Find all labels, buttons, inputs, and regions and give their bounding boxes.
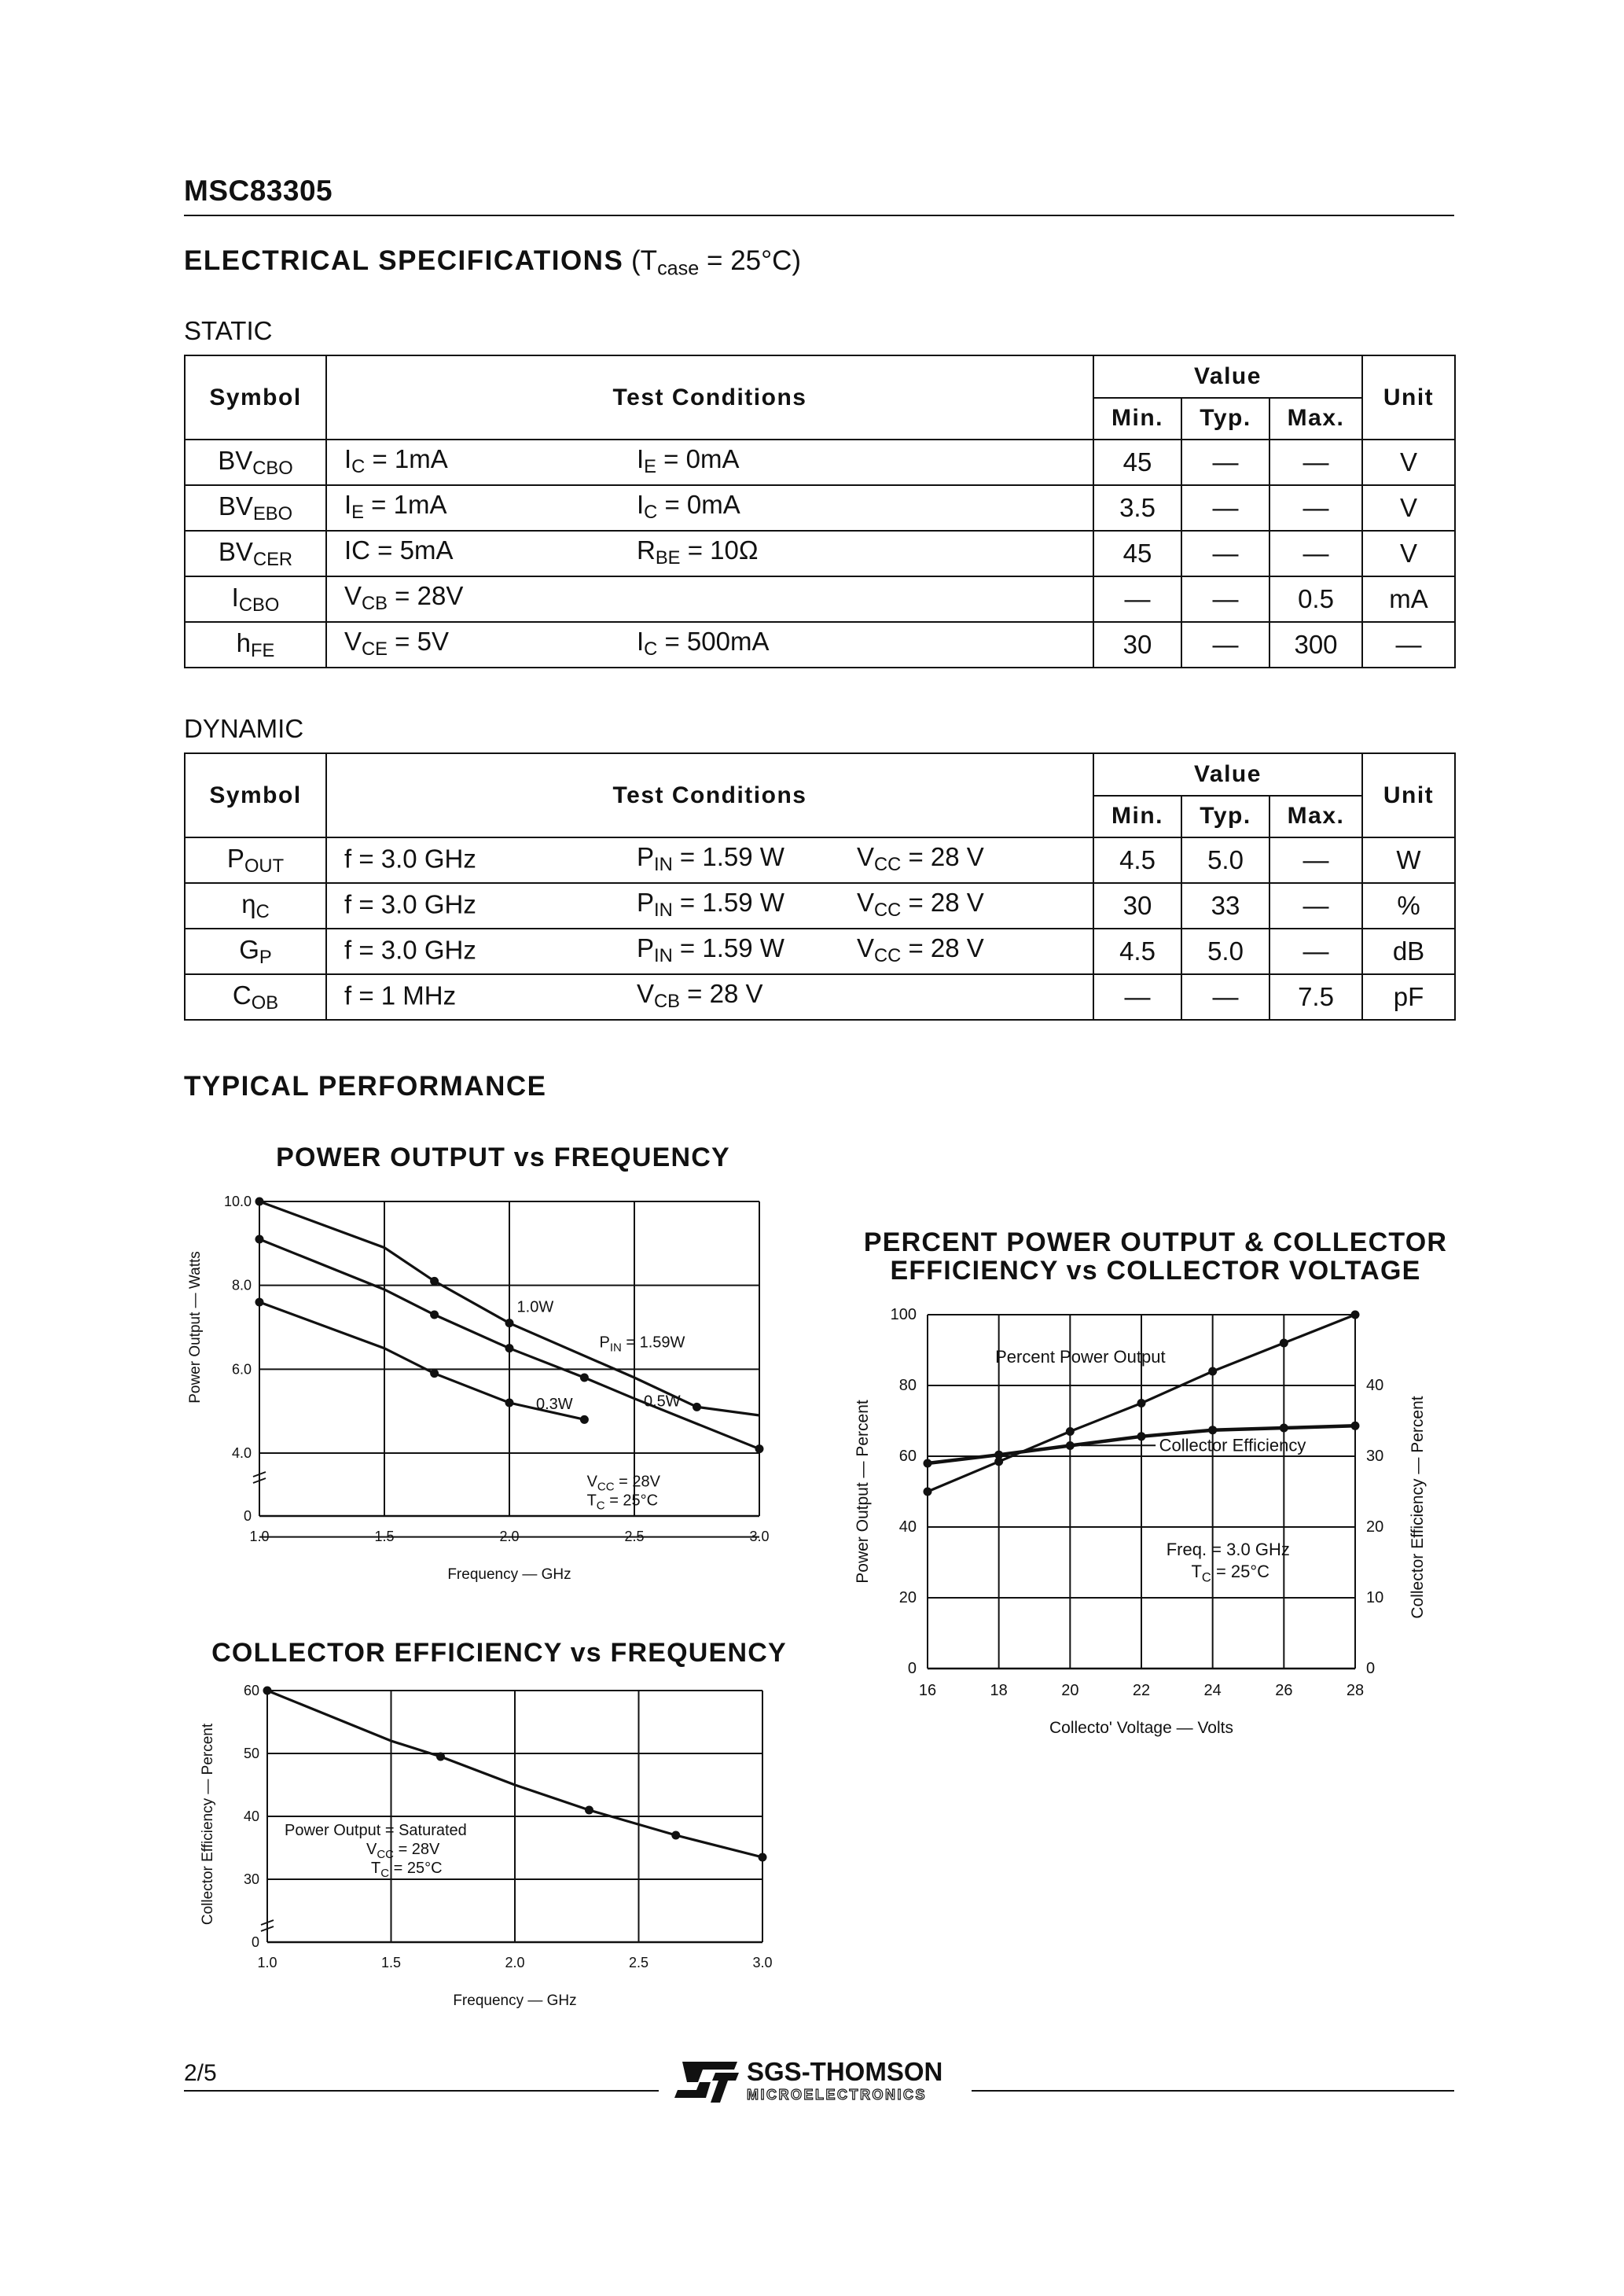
y-tick-label: 40 (243, 1808, 259, 1824)
symbol-cell (185, 974, 326, 1020)
tc-annotation: $T_C = 25^\circ C$ (371, 1860, 443, 1880)
y-left-tick-label: 80 (898, 1377, 917, 1394)
typ-cell: 33 (1181, 883, 1269, 929)
collector-efficiency-point (994, 1451, 1003, 1459)
dynamic-row (185, 837, 1455, 883)
x-axis-label: Frequency — GHz (453, 1992, 577, 2009)
condition-1: f = 1 MHz (344, 981, 457, 1010)
y-right-tick-label: 20 (1366, 1518, 1384, 1536)
y-tick-label: 30 (243, 1871, 259, 1887)
condition-2: $P_{IN} = 1.59$ W (637, 841, 784, 875)
x-tick-label: 2.0 (505, 1955, 525, 1970)
max-cell: 300 (1269, 622, 1362, 668)
x-tick-label: 2.0 (499, 1529, 520, 1544)
x-tick-label: 2.5 (628, 1955, 649, 1970)
header-max: Max. (1269, 398, 1362, 440)
symbol-cell (185, 485, 326, 531)
min-cell: 4.5 (1093, 929, 1181, 974)
symbol-cell (185, 576, 326, 622)
x-tick-label: 3.0 (752, 1955, 773, 1970)
test-conditions-cell (326, 622, 1093, 668)
tc-annotation: $T_C = 25^\circ C$ (586, 1492, 659, 1513)
x-axis-label: Frequency — GHz (447, 1566, 571, 1583)
heading-condition: $(T_{case} = 25^\circ C)$ (631, 245, 802, 280)
y-right-tick-label: 40 (1366, 1377, 1384, 1394)
unit-cell: mA (1362, 576, 1455, 622)
series-05w-point (755, 1444, 764, 1453)
x-tick-label: 24 (1203, 1682, 1222, 1699)
static-row (185, 440, 1455, 485)
dynamic-row (185, 929, 1455, 974)
series-05w-point (580, 1374, 589, 1382)
y-left-tick-label: 100 (890, 1306, 917, 1323)
dynamic-row (185, 883, 1455, 929)
symbol-cell (185, 622, 326, 668)
y-left-tick-label: 40 (898, 1518, 917, 1536)
unit-cell: V (1362, 531, 1455, 576)
typ-cell: 5.0 (1181, 837, 1269, 883)
y-tick-label: 6.0 (231, 1361, 252, 1378)
max-cell: 0.5 (1269, 576, 1362, 622)
condition-2: $V_{CB} = 28$ V (637, 978, 763, 1012)
max-cell: — (1269, 531, 1362, 576)
series-1w-point (505, 1319, 514, 1327)
symbol-cell (185, 837, 326, 883)
y-right-tick-label: 10 (1366, 1589, 1384, 1606)
condition-2: $I_C = 0mA$ (637, 489, 740, 523)
x-tick-label: 16 (918, 1682, 937, 1699)
symbol: $BV_{EBO}$ (218, 491, 293, 524)
symbol: $G_P$ (239, 934, 272, 968)
x-tick-label: 1.5 (374, 1529, 395, 1544)
symbol: $h_{FE}$ (236, 627, 275, 661)
x-tick-label: 2.5 (624, 1529, 645, 1544)
series-03w-point (505, 1399, 514, 1407)
chart2-title: COLLECTOR EFFICIENCY vs FREQUENCY (211, 1638, 787, 1668)
condition-2: $P_{IN} = 1.59$ W (637, 887, 784, 921)
condition-3: $V_{CC} = 28$ V (857, 841, 984, 875)
x-tick-label: 28 (1346, 1682, 1365, 1699)
min-cell: 45 (1093, 531, 1181, 576)
y-tick-label: 8.0 (231, 1277, 252, 1293)
percent-power-output-label: Percent Power Output (995, 1346, 1166, 1367)
symbol-cell (185, 440, 326, 485)
symbol-cell (185, 531, 326, 576)
collector-efficiency-point (1208, 1426, 1217, 1434)
symbol: $I_{CBO}$ (231, 582, 280, 616)
x-tick-label: 1.0 (257, 1955, 277, 1970)
percent-power-output-point (1208, 1367, 1217, 1376)
unit-cell: W (1362, 837, 1455, 883)
header-unit: Unit (1362, 355, 1455, 440)
min-cell: 45 (1093, 440, 1181, 485)
symbol: $BV_{CBO}$ (218, 445, 293, 479)
electrical-specs-heading-text: ELECTRICAL SPECIFICATIONS (184, 245, 624, 276)
header-symbol: Symbol (185, 753, 326, 837)
power-output-vs-frequency-chart (181, 1187, 794, 1596)
header-typ: Typ. (1181, 796, 1269, 838)
series-1w-point (430, 1277, 439, 1286)
x-tick-label: 1.5 (380, 1955, 402, 1970)
header-typ: Typ. (1181, 398, 1269, 440)
typ-cell: — (1181, 622, 1269, 668)
header-test-conditions: Test Conditions (326, 355, 1093, 440)
static-row (185, 485, 1455, 531)
pin-annotation: $P_{IN} = 1.59W$ (599, 1334, 685, 1355)
unit-cell: dB (1362, 929, 1455, 974)
condition-1: $I_E = 1mA$ (344, 489, 447, 523)
symbol: $P_{OUT}$ (226, 843, 285, 877)
max-cell: 7.5 (1269, 974, 1362, 1020)
dynamic-spec-table (184, 752, 1456, 1021)
series-03w-point (430, 1369, 439, 1378)
y-tick-label: 50 (243, 1746, 259, 1761)
typical-performance-heading: TYPICAL PERFORMANCE (184, 1071, 547, 1102)
header-min: Min. (1093, 398, 1181, 440)
part-number-title: MSC83305 (184, 175, 333, 207)
max-cell: — (1269, 837, 1362, 883)
title-rule (184, 215, 1454, 216)
condition-1: IC = 5mA (344, 535, 454, 565)
percent-power-output-point (924, 1488, 932, 1496)
series-05w-point (505, 1344, 514, 1352)
percent-power-output-point (1351, 1311, 1360, 1319)
collector-efficiency-vs-frequency-chart (189, 1683, 802, 2021)
test-conditions-cell (326, 974, 1093, 1020)
x-tick-label: 20 (1061, 1682, 1079, 1699)
typ-cell: — (1181, 440, 1269, 485)
tc-annotation: $T_C = 25^\circ C$ (1191, 1562, 1270, 1585)
collector-efficiency-label: Collector Efficiency (1159, 1435, 1306, 1455)
saturated-annotation: Power Output = Saturated (285, 1822, 467, 1839)
test-conditions-cell (326, 837, 1093, 883)
efficiency-point (671, 1831, 680, 1840)
electrical-specs-heading (184, 245, 801, 280)
min-cell: 30 (1093, 622, 1181, 668)
header-symbol: Symbol (185, 355, 326, 440)
condition-1: $V_{CE} = 5V$ (344, 626, 449, 660)
chart1-title: POWER OUTPUT vs FREQUENCY (276, 1142, 730, 1172)
footer-rule-left (184, 2090, 659, 2092)
condition-3: $V_{CC} = 28$ V (857, 933, 984, 966)
min-cell: 30 (1093, 883, 1181, 929)
unit-cell: pF (1362, 974, 1455, 1020)
typ-cell: — (1181, 576, 1269, 622)
efficiency-point (759, 1853, 767, 1862)
series-05w-label: 0.5W (644, 1393, 681, 1411)
collector-efficiency-point (1280, 1424, 1288, 1433)
unit-cell: V (1362, 440, 1455, 485)
y-right-tick-label: 30 (1366, 1448, 1384, 1465)
y-left-tick-label: 0 (907, 1660, 917, 1677)
static-row (185, 622, 1455, 668)
x-tick-label: 3.0 (749, 1529, 770, 1544)
header-value: Value (1093, 753, 1362, 796)
condition-1: f = 3.0 GHz (344, 935, 476, 965)
x-axis-label: Collecto' Voltage — Volts (1049, 1719, 1233, 1737)
y-tick-label: 10.0 (223, 1194, 252, 1209)
series-1w-label: 1.0W (516, 1298, 554, 1316)
y-tick-label: 0 (243, 1508, 252, 1524)
page-number: 2/5 (184, 2060, 217, 2086)
series-1w-point (255, 1198, 264, 1206)
static-row (185, 531, 1455, 576)
y-left-axis-label: Power Output — Percent (854, 1400, 872, 1584)
brand-subtitle: MICROELECTRONICS (747, 2087, 927, 2103)
condition-1: f = 3.0 GHz (344, 844, 476, 874)
efficiency-point (263, 1687, 272, 1695)
series-05w-point (430, 1311, 439, 1319)
chart3-title-line2: EFFICIENCY vs COLLECTOR VOLTAGE (890, 1256, 1421, 1286)
collector-efficiency-point (1137, 1432, 1146, 1441)
unit-cell: V (1362, 485, 1455, 531)
x-tick-label: 18 (990, 1682, 1008, 1699)
percent-power-output-point (1137, 1399, 1146, 1407)
test-conditions-cell (326, 883, 1093, 929)
vcc-annotation: $V_{CC} = 28V$ (366, 1841, 440, 1861)
condition-2: $I_C = 500mA$ (637, 626, 770, 660)
header-max: Max. (1269, 796, 1362, 838)
condition-2: $I_E = 0mA$ (637, 443, 740, 477)
symbol: $C_{OB}$ (232, 980, 279, 1014)
collector-efficiency-point (924, 1459, 932, 1468)
condition-1: $V_{CB} = 28V$ (344, 580, 464, 614)
header-unit: Unit (1362, 753, 1455, 837)
test-conditions-cell (326, 576, 1093, 622)
typ-cell: — (1181, 485, 1269, 531)
efficiency-point (585, 1806, 593, 1815)
symbol: $BV_{CER}$ (218, 536, 293, 570)
test-conditions-cell (326, 929, 1093, 974)
condition-3: $V_{CC} = 28$ V (857, 887, 984, 921)
condition-1: $I_C = 1mA$ (344, 443, 448, 477)
chart3-title (841, 1228, 1470, 1285)
symbol-cell (185, 929, 326, 974)
static-label: STATIC (184, 316, 273, 345)
symbol-cell (185, 883, 326, 929)
static-spec-table (184, 355, 1456, 668)
x-tick-label: 1.0 (249, 1529, 270, 1544)
min-cell: 4.5 (1093, 837, 1181, 883)
header-min: Min. (1093, 796, 1181, 838)
chart3-title-line1: PERCENT POWER OUTPUT & COLLECTOR (863, 1227, 1448, 1257)
x-tick-label: 22 (1132, 1682, 1151, 1699)
y-right-axis-label: Collector Efficiency — Percent (1409, 1396, 1427, 1619)
st-logo-icon (671, 2059, 740, 2106)
static-row (185, 576, 1455, 622)
max-cell: — (1269, 883, 1362, 929)
typ-cell: — (1181, 974, 1269, 1020)
percent-power-and-efficiency-vs-voltage-chart (841, 1297, 1470, 1753)
y-right-tick-label: 0 (1366, 1660, 1376, 1677)
vcc-annotation: $V_{CC} = 28V$ (586, 1473, 660, 1494)
min-cell: — (1093, 576, 1181, 622)
min-cell: — (1093, 974, 1181, 1020)
y-tick-label: 0 (251, 1934, 259, 1950)
series-03w-label: 0.3W (536, 1396, 573, 1413)
unit-cell: — (1362, 622, 1455, 668)
typ-cell: 5.0 (1181, 929, 1269, 974)
y-axis-label: Collector Efficiency — Percent (200, 1723, 216, 1926)
series-05w-point (255, 1235, 264, 1244)
min-cell: 3.5 (1093, 485, 1181, 531)
test-conditions-cell (326, 485, 1093, 531)
series-1w-point (693, 1403, 701, 1411)
condition-2: $P_{IN} = 1.59$ W (637, 933, 784, 966)
max-cell: — (1269, 440, 1362, 485)
symbol: $\eta_C$ (241, 889, 270, 922)
efficiency-point (436, 1753, 445, 1761)
max-cell: — (1269, 485, 1362, 531)
typ-cell: — (1181, 531, 1269, 576)
dynamic-label: DYNAMIC (184, 714, 304, 743)
dynamic-row (185, 974, 1455, 1020)
footer-rule-right (972, 2090, 1454, 2092)
freq-annotation: Freq. = 3.0 GHz (1166, 1540, 1290, 1559)
test-conditions-cell (326, 531, 1093, 576)
y-left-tick-label: 60 (898, 1448, 917, 1465)
y-axis-label: Power Output — Watts (187, 1251, 204, 1404)
max-cell: — (1269, 929, 1362, 974)
y-left-tick-label: 20 (898, 1589, 917, 1606)
y-tick-label: 60 (243, 1683, 259, 1698)
condition-1: f = 3.0 GHz (344, 889, 476, 919)
unit-cell: % (1362, 883, 1455, 929)
header-test-conditions: Test Conditions (326, 753, 1093, 837)
brand-name: SGS-THOMSON (747, 2057, 943, 2086)
y-tick-label: 4.0 (231, 1445, 252, 1461)
header-value: Value (1093, 355, 1362, 398)
percent-power-output-point (1280, 1339, 1288, 1348)
test-conditions-cell (326, 440, 1093, 485)
condition-2: $R_{BE} = 10\Omega$ (637, 535, 759, 568)
series-03w-point (255, 1298, 264, 1307)
collector-efficiency-point (1066, 1441, 1075, 1450)
percent-power-output-point (1066, 1427, 1075, 1436)
x-tick-label: 26 (1275, 1682, 1293, 1699)
series-03w-point (580, 1415, 589, 1424)
collector-efficiency-point (1351, 1422, 1360, 1430)
